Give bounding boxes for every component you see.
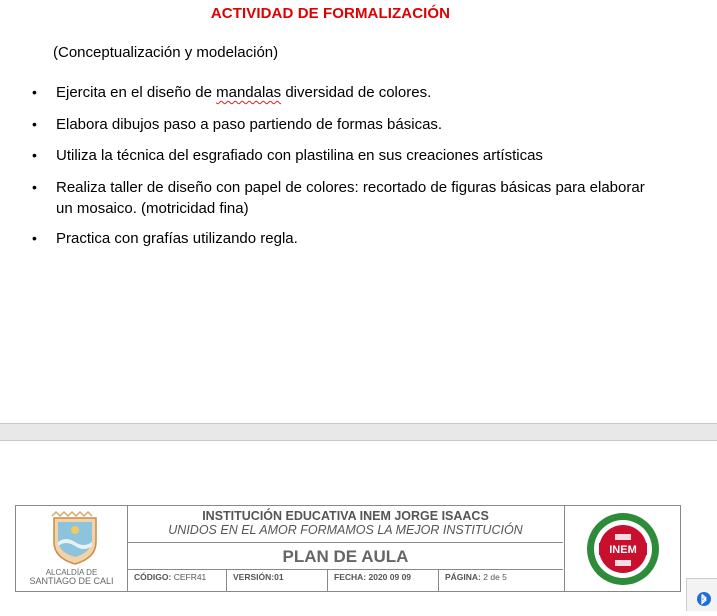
footer-table xyxy=(15,505,681,592)
plan-title: PLAN DE AULA xyxy=(282,547,409,566)
document-page: ACTIVIDAD DE FORMALIZACIÓN (Conceptualización y modelación) • Ejercita en el diseño de mandalas diversidad de colores. • Elabora dibujos paso a paso partiendo de formas básicas. • Utiliza la técnica del esgrafiado con plastilina en sus creaciones artísticas • Realiza taller de diseño con papel de colores: recortado de figuras básicas para elaborar un mosaico. (motricidad fina) • Practica con grafías utilizando regla. xyxy=(0,0,717,425)
bullet-dot: • xyxy=(32,179,37,195)
svg-text:INEM: INEM xyxy=(609,544,637,556)
inem-logo-icon xyxy=(565,506,681,591)
bluetooth-icon xyxy=(687,579,717,611)
bullet-dot: • xyxy=(32,147,37,163)
bullet-dot: • xyxy=(32,230,37,246)
codigo-cell: CÓDIGO: CEFR41 xyxy=(128,569,227,591)
version-cell: VERSIÓN:01 xyxy=(227,569,328,591)
bullet-dot: • xyxy=(32,84,37,100)
plan-row xyxy=(128,542,563,570)
metadata-row xyxy=(128,569,563,591)
taskbar-bluetooth-button[interactable] xyxy=(686,578,717,611)
institution-name: INSTITUCIÓN EDUCATIVA INEM JORGE ISAACS xyxy=(202,509,489,523)
cali-coat-of-arms-icon xyxy=(16,506,127,568)
inem-logo-cell xyxy=(564,506,681,591)
page-break-gap xyxy=(0,423,717,441)
bullet-dot: • xyxy=(32,116,37,132)
spellcheck-flagged-word[interactable]: mandalas xyxy=(216,84,282,101)
page-title: ACTIVIDAD DE FORMALIZACIÓN xyxy=(210,5,451,22)
institution-cell xyxy=(128,506,563,591)
alcaldia-cell xyxy=(16,506,128,591)
alcaldia-label: ALCALDÍA DE xyxy=(45,568,98,577)
pagina-cell: PÁGINA: 2 de 5 xyxy=(445,572,507,582)
institution-motto: UNIDOS EN EL AMOR FORMAMOS LA MEJOR INSTITUCIÓN xyxy=(168,523,523,537)
fecha-cell: FECHA: 2020 09 09 xyxy=(328,569,439,591)
page-subtitle: (Conceptualización y modelación) xyxy=(53,44,279,61)
city-label: SANTIAGO DE CALI xyxy=(29,576,114,586)
